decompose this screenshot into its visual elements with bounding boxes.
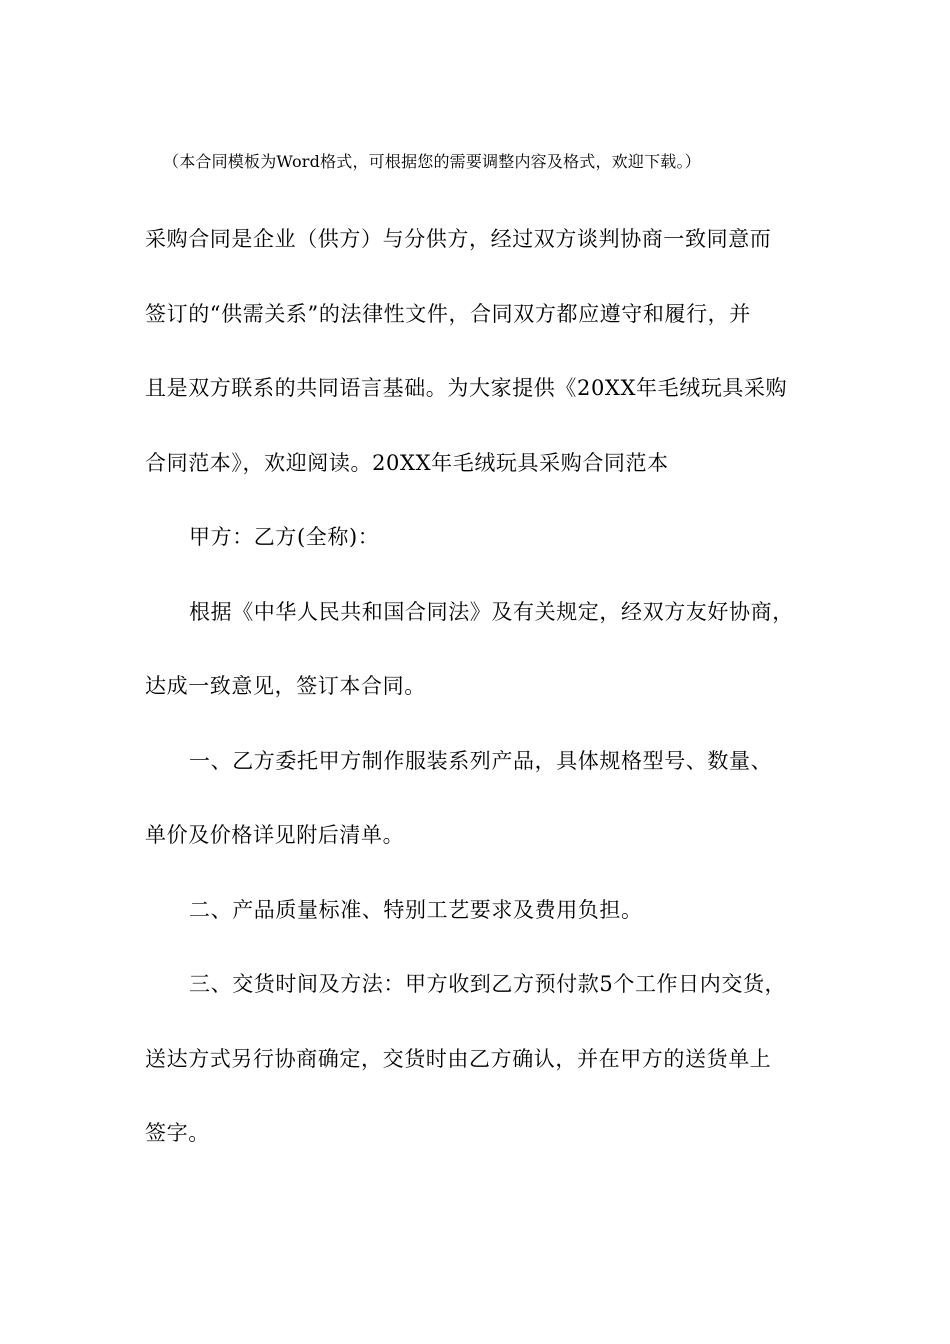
body-line-4: 合同范本》，欢迎阅读。20XX年毛绒玩具采购合同范本 xyxy=(145,451,669,475)
clause-2-line: 二、产品质量标准、特别工艺要求及费用负担。 xyxy=(189,898,643,922)
template-note: （本合同模板为Word格式，可根据您的需要调整内容及格式，欢迎下载。） xyxy=(163,152,701,171)
body-line-2: 签订的“供需关系”的法律性文件，合同双方都应遵守和履行，并 xyxy=(145,302,751,326)
clause-3-line-2: 送达方式另行协商确定，交货时由乙方确认，并在甲方的送货单上 xyxy=(145,1047,772,1071)
parties-line: 甲方：乙方(全称)： xyxy=(189,525,380,549)
basis-line-2: 达成一致意见，签订本合同。 xyxy=(145,674,426,698)
clause-1-line-2: 单价及价格详见附后清单。 xyxy=(145,823,405,847)
basis-line-1: 根据《中华人民共和国合同法》及有关规定，经双方友好协商， xyxy=(189,600,794,624)
body-line-3: 且是双方联系的共同语言基础。为大家提供《20XX年毛绒玩具采购 xyxy=(145,376,788,400)
clause-1-line-1: 一、乙方委托甲方制作服装系列产品，具体规格型号、数量、 xyxy=(189,749,773,773)
clause-3-line-1: 三、交货时间及方法：甲方收到乙方预付款5个工作日内交货， xyxy=(189,972,787,996)
clause-3-line-3: 签字。 xyxy=(145,1121,210,1145)
body-line-1: 采购合同是企业（供方）与分供方，经过双方谈判协商一致同意而 xyxy=(145,227,772,251)
